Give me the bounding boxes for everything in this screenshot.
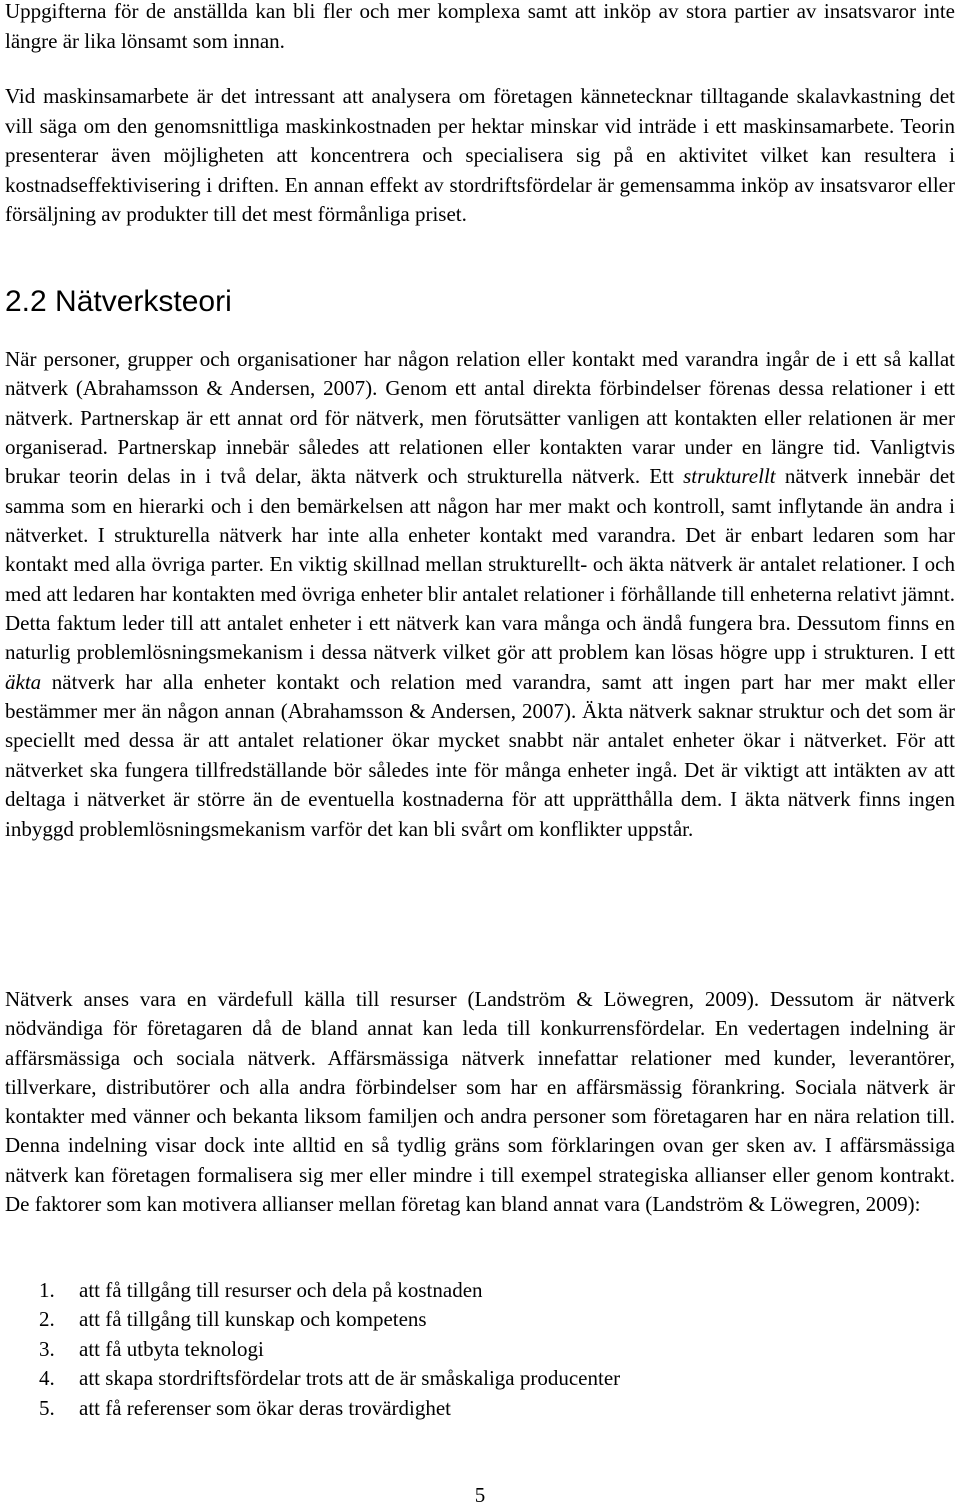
machine-cooperation-paragraph: Vid maskinsamarbete är det intressant att analysera om företagen kännetecknar tilltagande skalavkastning det vill säga om den genomsnittliga maskinkostnaden per hektar minskar vid inträde i ett maskinsamarbete. Teorin presenterar även möjligheten att koncentrera och specialisera sig på en aktivitet vilket kan resultera i kostnadseffektivisering i driften. En annan effekt av stordriftsfördelar är gemensamma inköp av insatsvaror eller försäljning av produkter till det mest förmånliga priset. — [5, 84, 955, 226]
network-text-part-3: nätverk har alla enheter kontakt och relation med varandra, samt att ingen part har mer makt eller bestämmer mer än någon annan (Abrahamsson & Andersen, 2007). Äkta nätverk saknar struktur och det som är speciellt med dessa är att antalet relationer ökar mycket snabbt när antalet enheter ökar i nätverket. För att nätverket ska fungera tillfredställande bör således inte för många enheter ingå. Det är viktigt att intäkten av att deltaga i nätverket är större än de eventuella kostnaderna för att upprätthålla dem. I äkta nätverk finns ingen inbyggd problemlösningsmekanism varför det kan bli svårt om konflikter uppstår. — [5, 669, 955, 841]
network-text-part-1: När personer, grupper och organisationer har någon relation eller kontakt med varandra ingår de i ett så kallat nätverk (Abrahamsson & Andersen, 2007). Genom ett antal direkta förbindelser förenas dessa relationer i ett nätverk. Partnerskap är ett annat ord för nätverk, men förutsätter vanligen att kontakten eller relationen är mer organiserad. Partnerskap innebär således att relationen eller kontakten varar under en längre tid. Vanligtvis brukar teorin delas in i två delar, äkta nätverk och strukturella nätverk. Ett — [5, 347, 955, 489]
list-item — [5, 1276, 620, 1305]
emphasis-structural: strukturellt — [683, 464, 776, 489]
list-item-number: 2. — [39, 1307, 55, 1332]
network-theory-paragraph — [5, 345, 955, 844]
network-resources-paragraph: Nätverk anses vara en värdefull källa till resurser (Landström & Löwegren, 2009). Dessutom är nätverk nödvändiga för företagaren då de bland annat kan leda till konkurrensfördelar. En vedertagen indelning är affärsmässiga och sociala nätverk. Affärsmässiga nätverk innefattar relationer med kunder, leverantörer, tillverkare, distributörer och alla andra förbindelser som har en affärsmässig förankring. Sociala nätverk är kontakter med vänner och bekanta liksom familjen och andra personer som företagaren har en nära relation till. Denna indelning visar dock inte alltid en så tydlig gräns som förklaringen ovan ger sken av. I affärsmässiga nätverk kan företagen formalisera sig mer eller mindre i till exempel strategiska allianser eller genom kontrakt. De faktorer som kan motivera allianser mellan företag kan bland annat vara (Landström & Löwegren, 2009): — [5, 987, 955, 1217]
intro-paragraph: Uppgifterna för de anställda kan bli fler och mer komplexa samt att inköp av stora partier av insatsvaror inte längre är lika lönsamt som innan. — [5, 0, 955, 53]
list-item-number: 4. — [39, 1366, 55, 1391]
list-item — [5, 1394, 620, 1423]
list-item-text: att få referenser som ökar deras trovärdighet — [79, 1395, 451, 1420]
alliance-reasons-list — [5, 1276, 620, 1423]
list-item — [5, 1364, 620, 1393]
list-item-text: att få utbyta teknologi — [79, 1336, 264, 1361]
page-number: 5 — [474, 1483, 486, 1507]
section-heading: 2.2 Nätverksteori — [5, 285, 232, 318]
list-item-number: 5. — [39, 1395, 55, 1420]
list-item-number: 3. — [39, 1336, 55, 1361]
list-item-text: att skapa stordriftsfördelar trots att de är småskaliga producenter — [79, 1366, 621, 1391]
list-item-text: att få tillgång till kunskap och kompetens — [79, 1307, 427, 1332]
emphasis-genuine: äkta — [5, 669, 42, 694]
network-text-part-2: nätverk innebär det samma som en hierarki och i den bemärkelsen att någon har mer makt och kontroll, samt inflytande än andra i nätverket. I strukturella nätverk har inte alla enheter kontakt med varandra. Det är enbart ledaren som har kontakt med alla övriga parter. En viktig skillnad mellan strukturellt- och äkta nätverk är antalet relationer. I och med att ledaren har kontakten med övriga enheter blir antalet relationer i förhållande till enheterna relativt jämnt. Detta faktum leder till att antalet enheter i ett nätverk kan vara många och ändå fungera bra. Dessutom finns en naturlig problemlösningsmekanism i dessa nätverk vilket gör att problem kan lösas högre upp i strukturen. I ett — [5, 464, 955, 665]
list-item-number: 1. — [39, 1278, 55, 1302]
list-item-text: att få tillgång till resurser och dela på kostnaden — [79, 1278, 483, 1302]
list-item — [5, 1335, 620, 1364]
list-item — [5, 1305, 620, 1334]
